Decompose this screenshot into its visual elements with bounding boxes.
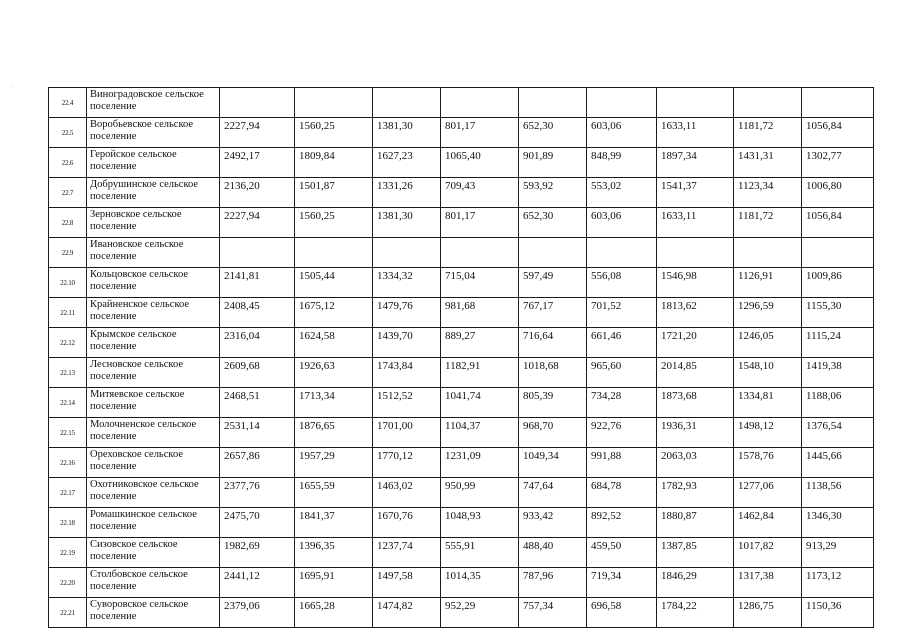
row-number-cell: 22.7 — [49, 178, 87, 208]
value-cell: 701,52 — [587, 298, 657, 328]
value-cell: 1431,31 — [734, 148, 802, 178]
value-cell: 1381,30 — [373, 208, 441, 238]
value-cell — [373, 88, 441, 118]
settlement-name-cell: Ивановское сельское поселение — [87, 238, 220, 268]
settlement-name-cell: Крайненское сельское поселение — [87, 298, 220, 328]
value-cell — [373, 238, 441, 268]
value-cell: 952,29 — [441, 598, 519, 628]
value-cell: 991,88 — [587, 448, 657, 478]
value-cell — [587, 238, 657, 268]
value-cell: 2475,70 — [220, 508, 295, 538]
row-number-cell: 22.14 — [49, 388, 87, 418]
value-cell: 1578,76 — [734, 448, 802, 478]
table-row — [49, 298, 874, 328]
table-row — [49, 328, 874, 358]
value-cell: 1665,28 — [295, 598, 373, 628]
table-row — [49, 598, 874, 628]
value-cell: 1286,75 — [734, 598, 802, 628]
value-cell: 1498,12 — [734, 418, 802, 448]
value-cell: 1701,00 — [373, 418, 441, 448]
value-cell: 1675,12 — [295, 298, 373, 328]
value-cell: 901,89 — [519, 148, 587, 178]
settlement-name-cell: Молочненское сельское поселение — [87, 418, 220, 448]
value-cell: 1049,34 — [519, 448, 587, 478]
value-cell: 801,17 — [441, 208, 519, 238]
value-cell: 1334,81 — [734, 388, 802, 418]
settlement-name-cell: Зерновское сельское поселение — [87, 208, 220, 238]
value-cell: 1873,68 — [657, 388, 734, 418]
value-cell: 2014,85 — [657, 358, 734, 388]
value-cell: 1743,84 — [373, 358, 441, 388]
value-cell: 661,46 — [587, 328, 657, 358]
value-cell: 1897,34 — [657, 148, 734, 178]
value-cell: 1876,65 — [295, 418, 373, 448]
value-cell: 1512,52 — [373, 388, 441, 418]
value-cell: 553,02 — [587, 178, 657, 208]
value-cell — [519, 88, 587, 118]
value-cell: 2316,04 — [220, 328, 295, 358]
row-number-cell: 22.12 — [49, 328, 87, 358]
value-cell: 1334,32 — [373, 268, 441, 298]
value-cell: 950,99 — [441, 478, 519, 508]
value-cell: 1926,63 — [295, 358, 373, 388]
table-row — [49, 508, 874, 538]
value-cell: 1633,11 — [657, 118, 734, 148]
value-cell: 734,28 — [587, 388, 657, 418]
value-cell: 2657,86 — [220, 448, 295, 478]
value-cell: 593,92 — [519, 178, 587, 208]
value-cell: 2609,68 — [220, 358, 295, 388]
table-row — [49, 418, 874, 448]
value-cell: 1670,76 — [373, 508, 441, 538]
value-cell: 2379,06 — [220, 598, 295, 628]
value-cell: 2141,81 — [220, 268, 295, 298]
settlement-name-cell: Лесновское сельское поселение — [87, 358, 220, 388]
table-body — [49, 88, 874, 628]
value-cell: 1387,85 — [657, 538, 734, 568]
value-cell: 1936,31 — [657, 418, 734, 448]
value-cell: 603,06 — [587, 208, 657, 238]
value-cell: 757,34 — [519, 598, 587, 628]
value-cell: 1123,34 — [734, 178, 802, 208]
value-cell: 889,27 — [441, 328, 519, 358]
settlement-name-cell: Охотниковское сельское поселение — [87, 478, 220, 508]
value-cell: 2531,14 — [220, 418, 295, 448]
value-cell: 922,76 — [587, 418, 657, 448]
value-cell — [295, 238, 373, 268]
settlement-name-cell: Ромашкинское сельское поселение — [87, 508, 220, 538]
value-cell: 1056,84 — [802, 208, 874, 238]
value-cell: 1018,68 — [519, 358, 587, 388]
value-cell — [519, 238, 587, 268]
value-cell: 2136,20 — [220, 178, 295, 208]
table-row — [49, 88, 874, 118]
value-cell — [657, 88, 734, 118]
settlement-name-cell: Крымское сельское поселение — [87, 328, 220, 358]
value-cell: 1182,91 — [441, 358, 519, 388]
value-cell: 892,52 — [587, 508, 657, 538]
value-cell: 2377,76 — [220, 478, 295, 508]
value-cell: 1841,37 — [295, 508, 373, 538]
value-cell: 1126,91 — [734, 268, 802, 298]
value-cell: 488,40 — [519, 538, 587, 568]
value-cell: 2063,03 — [657, 448, 734, 478]
row-number-cell: 22.16 — [49, 448, 87, 478]
value-cell: 767,17 — [519, 298, 587, 328]
table-row — [49, 178, 874, 208]
row-number-cell: 22.13 — [49, 358, 87, 388]
value-cell: 2227,94 — [220, 208, 295, 238]
row-number-cell: 22.11 — [49, 298, 87, 328]
value-cell: 1237,74 — [373, 538, 441, 568]
value-cell — [734, 88, 802, 118]
value-cell: 801,17 — [441, 118, 519, 148]
value-cell: 1419,38 — [802, 358, 874, 388]
value-cell: 1770,12 — [373, 448, 441, 478]
row-number-cell: 22.18 — [49, 508, 87, 538]
value-cell: 1713,34 — [295, 388, 373, 418]
settlement-name-cell: Ореховское сельское поселение — [87, 448, 220, 478]
value-cell: 719,34 — [587, 568, 657, 598]
value-cell — [802, 238, 874, 268]
table-row — [49, 358, 874, 388]
value-cell: 2227,94 — [220, 118, 295, 148]
value-cell: 787,96 — [519, 568, 587, 598]
value-cell: 1784,22 — [657, 598, 734, 628]
value-cell: 1396,35 — [295, 538, 373, 568]
value-cell: 1115,24 — [802, 328, 874, 358]
table-row — [49, 148, 874, 178]
value-cell: 1560,25 — [295, 118, 373, 148]
value-cell: 968,70 — [519, 418, 587, 448]
value-cell: 2492,17 — [220, 148, 295, 178]
value-cell: 1439,70 — [373, 328, 441, 358]
settlement-name-cell: Столбовское сельское поселение — [87, 568, 220, 598]
value-cell: 1302,77 — [802, 148, 874, 178]
value-cell: 1655,59 — [295, 478, 373, 508]
value-cell: 1014,35 — [441, 568, 519, 598]
value-cell: 848,99 — [587, 148, 657, 178]
value-cell: 965,60 — [587, 358, 657, 388]
table-row — [49, 238, 874, 268]
value-cell — [295, 88, 373, 118]
row-number-cell: 22.15 — [49, 418, 87, 448]
value-cell: 1006,80 — [802, 178, 874, 208]
value-cell: 1231,09 — [441, 448, 519, 478]
value-cell: 1809,84 — [295, 148, 373, 178]
value-cell: 1497,58 — [373, 568, 441, 598]
value-cell: 1546,98 — [657, 268, 734, 298]
settlement-name-cell: Добрушинское сельское поселение — [87, 178, 220, 208]
value-cell: 1695,91 — [295, 568, 373, 598]
value-cell: 555,91 — [441, 538, 519, 568]
value-cell: 1880,87 — [657, 508, 734, 538]
value-cell — [441, 88, 519, 118]
table-row — [49, 208, 874, 238]
value-cell — [587, 88, 657, 118]
value-cell: 1813,62 — [657, 298, 734, 328]
value-cell: 1331,26 — [373, 178, 441, 208]
value-cell: 1017,82 — [734, 538, 802, 568]
value-cell: 1445,66 — [802, 448, 874, 478]
value-cell: 684,78 — [587, 478, 657, 508]
value-cell: 805,39 — [519, 388, 587, 418]
value-cell: 1150,36 — [802, 598, 874, 628]
value-cell: 1560,25 — [295, 208, 373, 238]
value-cell: 1181,72 — [734, 118, 802, 148]
value-cell: 1633,11 — [657, 208, 734, 238]
settlement-name-cell: Виноградовское сельское поселение — [87, 88, 220, 118]
row-number-cell: 22.5 — [49, 118, 87, 148]
value-cell: 1048,93 — [441, 508, 519, 538]
table-row — [49, 118, 874, 148]
settlement-name-cell: Воробьевское сельское поселение — [87, 118, 220, 148]
value-cell — [734, 238, 802, 268]
value-cell: 716,64 — [519, 328, 587, 358]
table-row — [49, 388, 874, 418]
row-number-cell: 22.19 — [49, 538, 87, 568]
table-row — [49, 268, 874, 298]
value-cell: 1782,93 — [657, 478, 734, 508]
row-number-cell: 22.8 — [49, 208, 87, 238]
value-cell: 981,68 — [441, 298, 519, 328]
value-cell: 1277,06 — [734, 478, 802, 508]
value-cell: 597,49 — [519, 268, 587, 298]
value-cell — [657, 238, 734, 268]
value-cell: 1548,10 — [734, 358, 802, 388]
value-cell — [802, 88, 874, 118]
settlement-name-cell: Геройское сельское поселение — [87, 148, 220, 178]
value-cell: 747,64 — [519, 478, 587, 508]
value-cell: 556,08 — [587, 268, 657, 298]
value-cell: 459,50 — [587, 538, 657, 568]
value-cell: 652,30 — [519, 208, 587, 238]
value-cell — [441, 238, 519, 268]
value-cell: 1463,02 — [373, 478, 441, 508]
value-cell: 1721,20 — [657, 328, 734, 358]
value-cell — [220, 238, 295, 268]
settlement-name-cell: Митяевское сельское поселение — [87, 388, 220, 418]
settlement-name-cell: Сизовское сельское поселение — [87, 538, 220, 568]
value-cell: 1041,74 — [441, 388, 519, 418]
value-cell: 1505,44 — [295, 268, 373, 298]
value-cell: 603,06 — [587, 118, 657, 148]
row-number-cell: 22.4 — [49, 88, 87, 118]
value-cell: 1474,82 — [373, 598, 441, 628]
value-cell: 933,42 — [519, 508, 587, 538]
settlement-name-cell: Суворовское сельское поселение — [87, 598, 220, 628]
value-cell: 1982,69 — [220, 538, 295, 568]
value-cell: 1138,56 — [802, 478, 874, 508]
margin-mark: · — [12, 84, 14, 90]
table-row — [49, 448, 874, 478]
table-row — [49, 538, 874, 568]
value-cell: 1155,30 — [802, 298, 874, 328]
value-cell: 1501,87 — [295, 178, 373, 208]
row-number-cell: 22.17 — [49, 478, 87, 508]
value-cell: 1381,30 — [373, 118, 441, 148]
value-cell: 715,04 — [441, 268, 519, 298]
table-row — [49, 478, 874, 508]
settlement-name-cell: Кольцовское сельское поселение — [87, 268, 220, 298]
value-cell: 1188,06 — [802, 388, 874, 418]
value-cell: 2441,12 — [220, 568, 295, 598]
row-number-cell: 22.20 — [49, 568, 87, 598]
value-cell: 1846,29 — [657, 568, 734, 598]
value-cell: 1104,37 — [441, 418, 519, 448]
tariff-table — [48, 87, 874, 628]
value-cell: 1009,86 — [802, 268, 874, 298]
value-cell: 696,58 — [587, 598, 657, 628]
value-cell: 652,30 — [519, 118, 587, 148]
value-cell: 2468,51 — [220, 388, 295, 418]
value-cell: 1462,84 — [734, 508, 802, 538]
value-cell: 709,43 — [441, 178, 519, 208]
value-cell: 1541,37 — [657, 178, 734, 208]
value-cell: 1624,58 — [295, 328, 373, 358]
table-row — [49, 568, 874, 598]
value-cell: 2408,45 — [220, 298, 295, 328]
value-cell: 913,29 — [802, 538, 874, 568]
value-cell: 1346,30 — [802, 508, 874, 538]
value-cell: 1065,40 — [441, 148, 519, 178]
value-cell: 1296,59 — [734, 298, 802, 328]
value-cell: 1479,76 — [373, 298, 441, 328]
value-cell: 1317,38 — [734, 568, 802, 598]
value-cell: 1627,23 — [373, 148, 441, 178]
row-number-cell: 22.6 — [49, 148, 87, 178]
value-cell — [220, 88, 295, 118]
row-number-cell: 22.10 — [49, 268, 87, 298]
value-cell: 1957,29 — [295, 448, 373, 478]
value-cell: 1246,05 — [734, 328, 802, 358]
value-cell: 1376,54 — [802, 418, 874, 448]
value-cell: 1056,84 — [802, 118, 874, 148]
value-cell: 1173,12 — [802, 568, 874, 598]
value-cell: 1181,72 — [734, 208, 802, 238]
row-number-cell: 22.21 — [49, 598, 87, 628]
row-number-cell: 22.9 — [49, 238, 87, 268]
